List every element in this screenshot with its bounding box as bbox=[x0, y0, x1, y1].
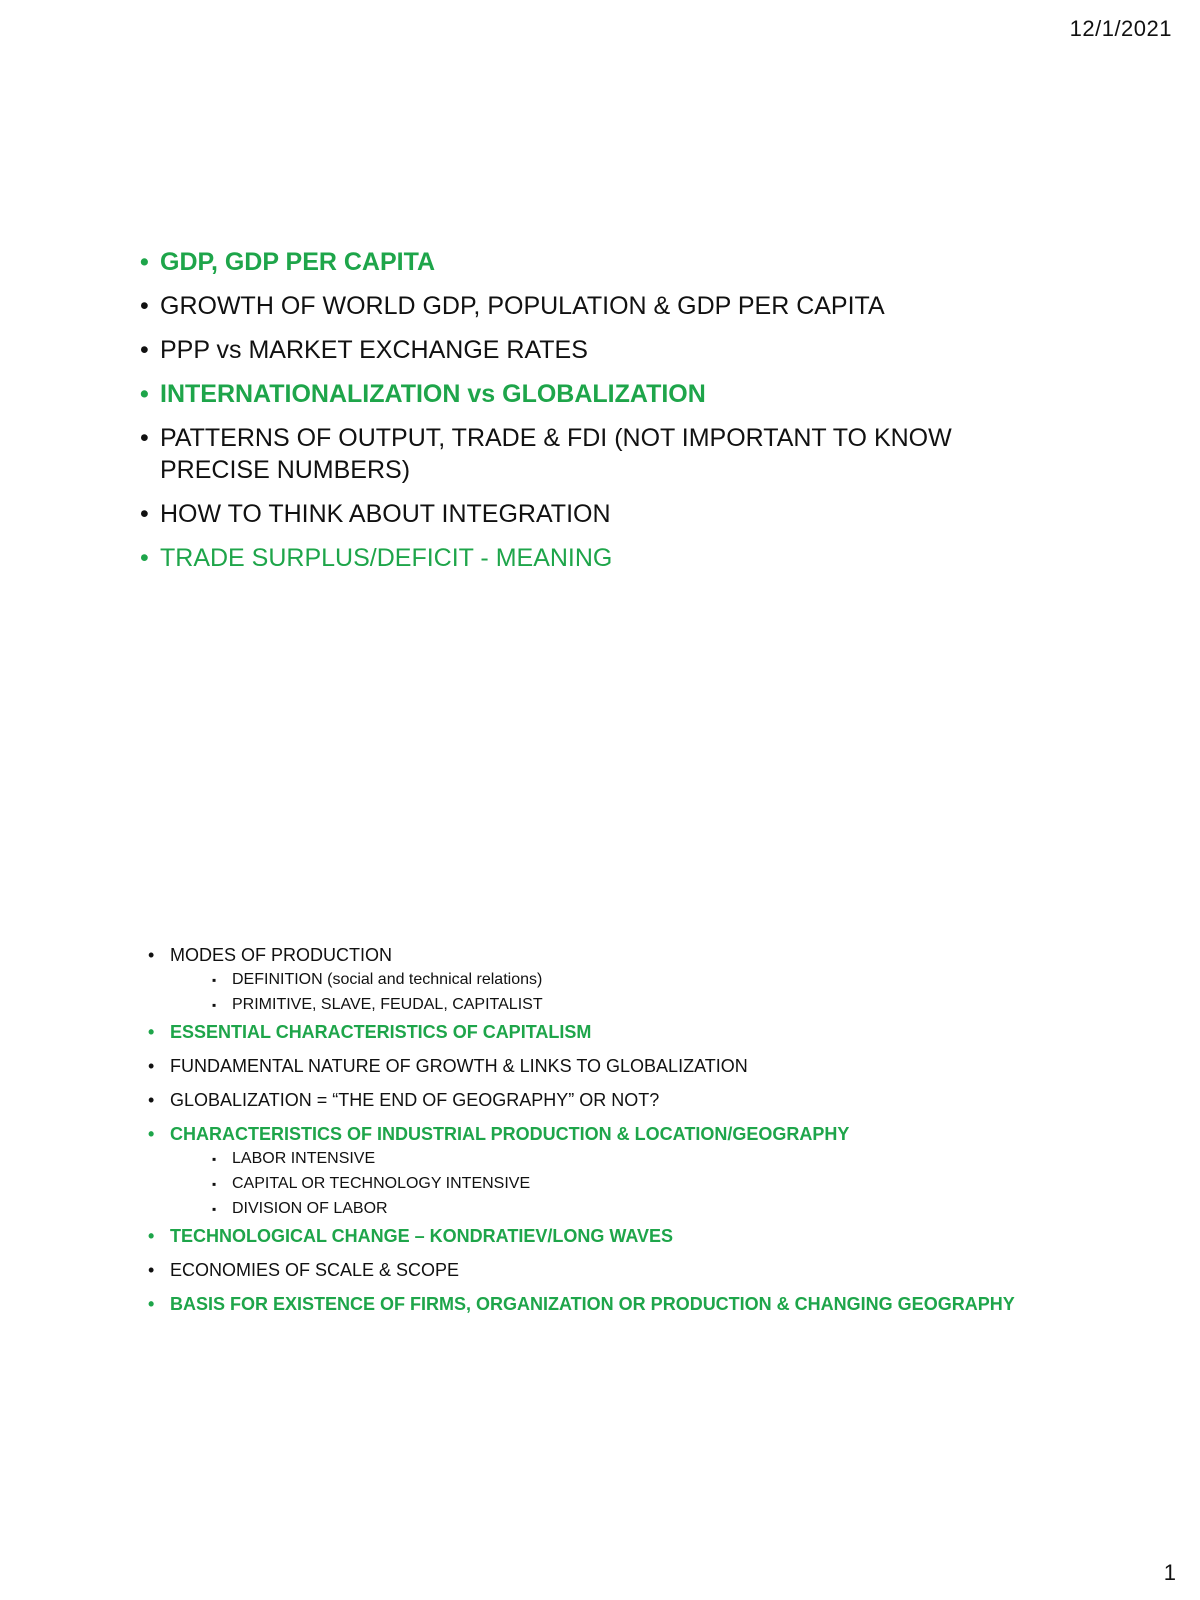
bullet-icon: • bbox=[140, 292, 149, 320]
bullet-icon: • bbox=[140, 380, 149, 408]
slide-2-item-text: ECONOMIES OF SCALE & SCOPE bbox=[170, 1260, 460, 1280]
slide-1-item-trade-surplus bbox=[140, 542, 1040, 574]
slide-2-subitem bbox=[170, 1174, 1048, 1194]
square-bullet-icon: ▪ bbox=[212, 998, 217, 1012]
square-bullet-icon: ▪ bbox=[212, 973, 217, 987]
page-date: 12/1/2021 bbox=[1069, 16, 1172, 41]
bullet-icon: • bbox=[148, 1260, 155, 1280]
slide-2-sub-list bbox=[170, 1149, 1048, 1219]
slide-1-item-text: INTERNATIONALIZATION vs GLOBALIZATION bbox=[160, 380, 706, 408]
slide-1-item-growth bbox=[140, 290, 1040, 322]
square-bullet-icon: ▪ bbox=[212, 1177, 217, 1191]
bullet-icon: • bbox=[148, 1090, 155, 1110]
slide-1-item-text: PPP vs MARKET EXCHANGE RATES bbox=[160, 336, 588, 364]
slide-2-subitem bbox=[170, 970, 1048, 990]
square-bullet-icon: ▪ bbox=[212, 1152, 217, 1166]
slide-2-subitem-text: DIVISION OF LABOR bbox=[232, 1200, 388, 1217]
slide-1-bullet-list bbox=[140, 246, 1040, 574]
slide-2-item-text: GLOBALIZATION = “THE END OF GEOGRAPHY” OR NOT? bbox=[170, 1090, 660, 1110]
slide-2-item-industrial-production bbox=[148, 1123, 1048, 1219]
bullet-icon: • bbox=[140, 544, 149, 572]
slide-2-item-economies-of-scale bbox=[148, 1259, 1048, 1281]
slide-1-item-integration bbox=[140, 498, 1040, 530]
slide-1-item-internationalization bbox=[140, 378, 1040, 410]
slide-2-item-basis-for-firms bbox=[148, 1293, 1048, 1315]
bullet-icon: • bbox=[148, 945, 155, 965]
slide-2-item-modes bbox=[148, 944, 1048, 1015]
slide-2-item-text: CHARACTERISTICS OF INDUSTRIAL PRODUCTION & LOCATION/GEOGRAPHY bbox=[170, 1124, 850, 1144]
slide-1-item-text: HOW TO THINK ABOUT INTEGRATION bbox=[160, 500, 611, 528]
slide-2-item-end-of-geography bbox=[148, 1089, 1048, 1111]
slide-2-subitem bbox=[170, 1149, 1048, 1169]
bullet-icon: • bbox=[148, 1294, 155, 1314]
slide-2-item-text: ESSENTIAL CHARACTERISTICS OF CAPITALISM bbox=[170, 1022, 592, 1042]
slide-1-item-patterns bbox=[140, 422, 1040, 486]
slide-1-item-gdp bbox=[140, 246, 1040, 278]
slide-2-item-text: FUNDAMENTAL NATURE OF GROWTH & LINKS TO GLOBALIZATION bbox=[170, 1056, 748, 1076]
slide-1-item-text: GDP, GDP PER CAPITA bbox=[160, 248, 436, 276]
slide-2-bullet-list bbox=[148, 944, 1048, 1315]
bullet-icon: • bbox=[148, 1226, 155, 1246]
slide-2-item-text: TECHNOLOGICAL CHANGE – KONDRATIEV/LONG WAVES bbox=[170, 1226, 674, 1246]
slide-2-subitem-text: DEFINITION (social and technical relations) bbox=[232, 971, 543, 988]
slide-2-subitem-text: PRIMITIVE, SLAVE, FEUDAL, CAPITALIST bbox=[232, 996, 543, 1013]
slide-2-subitem bbox=[170, 1199, 1048, 1219]
slide-2-item-text: MODES OF PRODUCTION bbox=[170, 945, 393, 965]
slide-2-subitem-text: CAPITAL OR TECHNOLOGY INTENSIVE bbox=[232, 1175, 531, 1192]
bullet-icon: • bbox=[140, 336, 149, 364]
slide-2-sub-list bbox=[170, 970, 1048, 1015]
slide-1-item-text: TRADE SURPLUS/DEFICIT - MEANING bbox=[160, 544, 613, 572]
bullet-icon: • bbox=[148, 1056, 155, 1076]
slide-1 bbox=[140, 246, 1040, 586]
page-number: 1 bbox=[1163, 1560, 1176, 1585]
slide-2-item-technological-change bbox=[148, 1225, 1048, 1247]
bullet-icon: • bbox=[140, 424, 149, 452]
slide-2-subitem bbox=[170, 995, 1048, 1015]
slide-1-item-ppp bbox=[140, 334, 1040, 366]
slide-2 bbox=[148, 944, 1048, 1327]
slide-2-item-text: BASIS FOR EXISTENCE OF FIRMS, ORGANIZATION OR PRODUCTION & CHANGING GEOGRAPHY bbox=[170, 1294, 1015, 1314]
square-bullet-icon: ▪ bbox=[212, 1202, 217, 1216]
bullet-icon: • bbox=[140, 500, 149, 528]
slide-1-item-text: PATTERNS OF OUTPUT, TRADE & FDI (NOT IMPORTANT TO KNOW PRECISE NUMBERS) bbox=[160, 424, 952, 484]
bullet-icon: • bbox=[140, 248, 149, 276]
slide-2-subitem-text: LABOR INTENSIVE bbox=[232, 1150, 376, 1167]
slide-1-item-text: GROWTH OF WORLD GDP, POPULATION & GDP PER CAPITA bbox=[160, 292, 885, 320]
slide-2-item-capitalism bbox=[148, 1021, 1048, 1043]
bullet-icon: • bbox=[148, 1124, 155, 1144]
bullet-icon: • bbox=[148, 1022, 155, 1042]
slide-2-item-growth-nature bbox=[148, 1055, 1048, 1077]
